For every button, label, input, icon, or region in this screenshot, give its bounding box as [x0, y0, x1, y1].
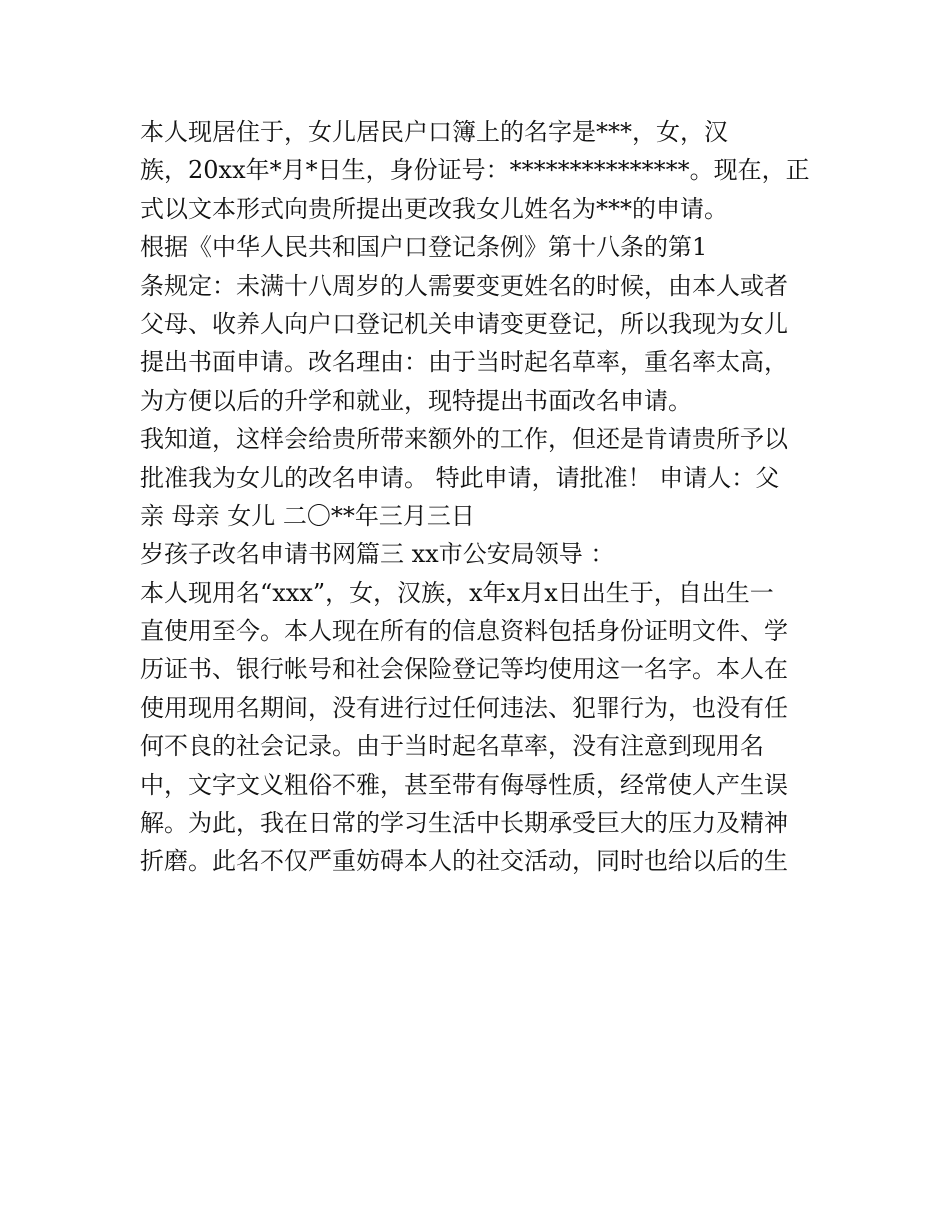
text-line: 条规定：未满十八周岁的人需要变更姓名的时候，由本人或者 — [140, 271, 788, 300]
text-line: 根据《中华人民共和国户口登记条例》第十八条的第1 — [140, 233, 708, 262]
text-line: 折磨。此名不仅严重妨碍本人的社交活动，同时也给以后的生 — [140, 847, 788, 876]
text-line: 本人现居住于，女儿居民户口簿上的名字是***，女，汉 — [140, 118, 728, 146]
text-line: 直使用至今。本人现在所有的信息资料包括身份证明文件、学 — [140, 617, 788, 646]
text-line: 中，文字文义粗俗不雅，甚至带有侮辱性质，经常使人产生误 — [140, 770, 788, 799]
text-line: 族，20xx年*月*日生，身份证号：***************。现在，正 — [140, 156, 810, 185]
text-line: 何不良的社会记录。由于当时起名草率，没有注意到现用名 — [140, 732, 764, 761]
text-line: 解。为此，我在日常的学习生活中长期承受巨大的压力及精神 — [140, 809, 788, 838]
text-line: 使用现用名期间，没有进行过任何违法、犯罪行为，也没有任 — [140, 693, 788, 722]
text-line: 式以文本形式向贵所提出更改我女儿姓名为***的申请。 — [140, 194, 728, 223]
text-line: 提出书面申请。改名理由：由于当时起名草率，重名率太高， — [140, 348, 788, 377]
text-line: 亲 母亲 女儿 二〇**年三月三日 — [140, 501, 475, 530]
text-line: 本人现用名“xxx”，女，汉族，x年x月x日出生于，自出生一 — [140, 578, 774, 607]
text-line: 父母、收养人向户口登记机关申请变更登记，所以我现为女儿 — [140, 309, 788, 338]
text-line: 我知道，这样会给贵所带来额外的工作，但还是肯请贵所予以 — [140, 425, 788, 454]
text-line: 批准我为女儿的改名申请。 特此申请，请批准！ 申请人：父 — [140, 463, 780, 492]
text-line: 为方便以后的升学和就业，现特提出书面改名申请。 — [140, 386, 692, 415]
document-body — [140, 113, 820, 881]
text-line: 历证书、银行帐号和社会保险登记等均使用这一名字。本人在 — [140, 655, 788, 684]
section-heading: 岁孩子改名申请书网篇三 xx市公安局领导 ： — [140, 540, 615, 569]
